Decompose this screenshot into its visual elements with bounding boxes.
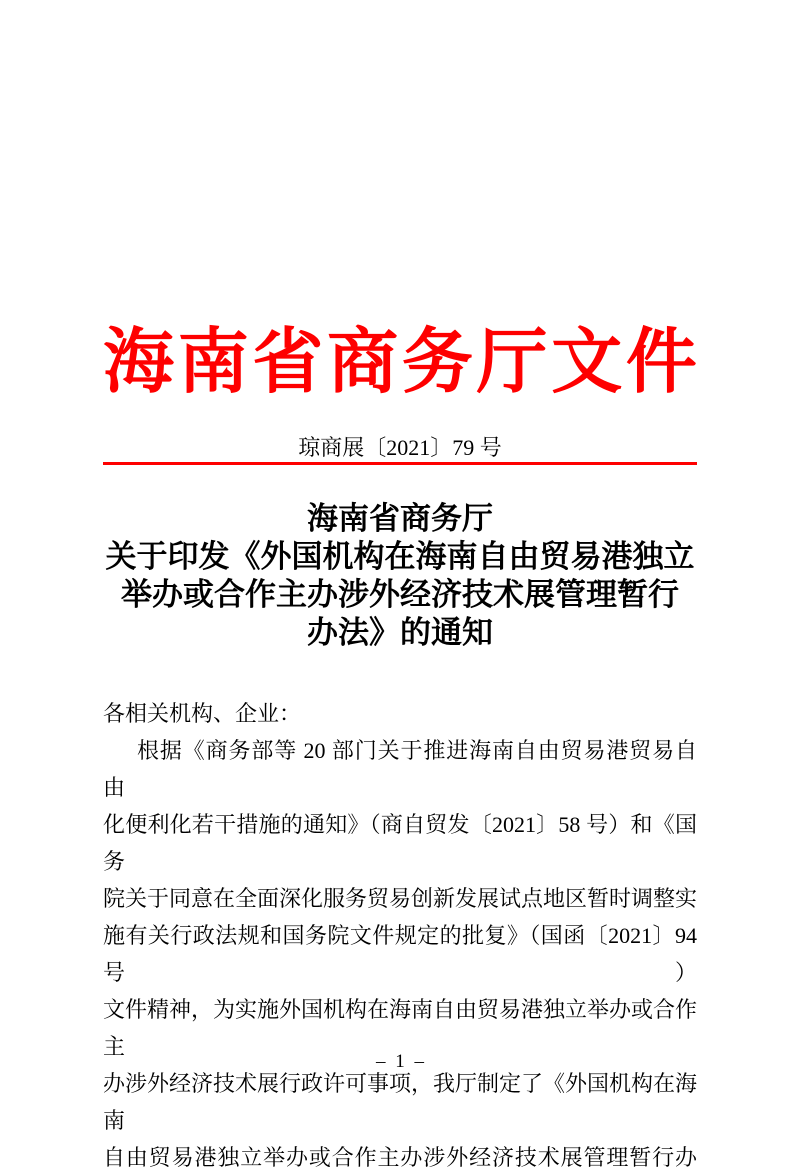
letterhead-title [103,324,697,402]
page-number: – 1 – [376,1051,424,1072]
doc-reference-number: 琼商展〔2021〕79 号 [298,435,502,460]
letterhead-title-char: 文 [551,324,623,402]
document-title [88,500,712,652]
salutation-line: 各相关机构、企业： [103,701,302,726]
document-title-line: 办法》的通知 [307,615,493,650]
letterhead-title-char: 厅 [476,324,548,402]
letterhead-title-char: 件 [625,324,697,402]
body-text-line: 办涉外经济技术展行政许可事项，我厅制定了《外国机构在海南 [103,1071,698,1133]
body-text-line: 文件精神，为实施外国机构在海南自由贸易港独立举办或合作主 [103,997,698,1059]
document-title-line: 海南省商务厅 [307,501,493,536]
document-body [103,695,697,1176]
letterhead-title-char: 海 [103,324,175,402]
letterhead-divider-line [103,462,697,465]
body-text-line: 自由贸易港独立举办或合作主办涉外经济技术展管理暂行办 [103,1145,697,1170]
letterhead-title-char: 务 [401,324,473,402]
body-text-line: 施有关行政法规和国务院文件规定的批复》（国函〔2021〕94 号） [103,923,697,985]
document-title-line: 举办或合作主办涉外经济技术展管理暂行 [121,577,679,612]
document-title-line: 关于印发《外国机构在海南自由贸易港独立 [105,539,695,574]
body-text-line: 根据《商务部等 20 部门关于推进海南自由贸易港贸易自由 [103,738,697,800]
letterhead-title-char: 省 [252,324,324,402]
letterhead-title-char: 南 [177,324,249,402]
body-text-line: 院关于同意在全面深化服务贸易创新发展试点地区暂时调整实 [103,886,698,911]
letterhead-title-char: 商 [327,324,399,402]
body-text-line: 化便利化若干措施的通知》（商自贸发〔2021〕58 号）和《国务 [103,812,697,874]
